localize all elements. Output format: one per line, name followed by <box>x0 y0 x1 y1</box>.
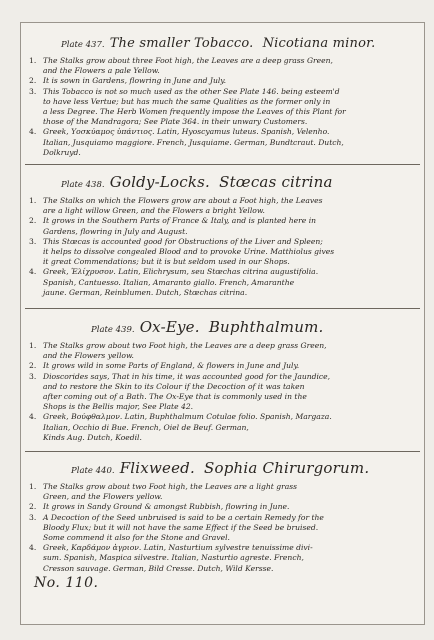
text-line <box>29 76 416 86</box>
line-text: The Stalks grow about two Foot high, the Leaves are a deep grass Green, <box>43 341 327 350</box>
line-text: It is sown in Gardens, flowring in June and July. <box>43 76 226 86</box>
entry-text <box>21 56 424 158</box>
common-name: Goldy-Locks. <box>109 173 210 191</box>
line-text: Dolkruyd. <box>43 147 81 157</box>
text-line <box>29 412 416 422</box>
latin-name: Sophia Chirurgorum. <box>204 459 370 477</box>
text-line <box>29 433 416 443</box>
line-number: 1. <box>29 341 37 350</box>
text-line <box>29 117 416 127</box>
line-text: it great Commendations; but it is but seldom used in our Shops. <box>43 257 290 267</box>
line-text: It grows in the Southern Parts of France & Italy, and is planted here in <box>43 216 317 226</box>
line-text: Greek, Καρδάμον ἀγριον. Latin, Nasturtium sylvestre tenuissime divi- <box>43 543 313 553</box>
line-text: Italian, Occhio di Bue. French, Oiel de Beuf. German, <box>43 422 249 432</box>
text-line <box>29 267 416 277</box>
line-text: The Stalks grow about three Foot high, the Leaves are a deep grass Green, <box>43 56 333 65</box>
text-line <box>29 341 416 351</box>
entry-goldy-locks <box>21 173 424 298</box>
line-number: 3. <box>29 512 37 522</box>
text-line <box>29 423 416 433</box>
line-number: 1. <box>29 482 37 491</box>
plate-number: Plate 439. <box>91 325 135 335</box>
line-number: 4. <box>29 412 37 422</box>
line-number: 4. <box>29 127 37 137</box>
line-number: 2. <box>29 216 37 226</box>
text-line <box>29 482 416 492</box>
line-text: Bloody Flux; but it will not have the same Effect if the Seed be bruised. <box>43 522 319 532</box>
entry-heading <box>21 33 424 54</box>
text-line <box>29 247 416 257</box>
line-text: Kinds Aug. Dutch, Koedil. <box>43 432 142 442</box>
line-text: The Stalks on which the Flowers grow are about a Foot high, the Leaves <box>43 196 323 205</box>
line-text: Some commend it also for the Stone and Gravel. <box>43 533 230 543</box>
text-line <box>29 492 416 502</box>
plate-number: Plate 437. <box>61 40 105 50</box>
line-text: Greek, Υοσκύαμος ὑπάντιος. Latin, Hyoscyamus luteus. Spanish, Velenho. <box>43 127 330 137</box>
text-line <box>29 56 416 66</box>
text-line <box>29 288 416 298</box>
text-line <box>29 392 416 402</box>
line-text: Italian, Jusquiamo maggiore. French, Jusquiame. German, Bundtcraut. Dutch, <box>43 137 344 147</box>
line-text: The Stalks grow about two Foot high, the Leaves are a light grass <box>43 482 298 491</box>
divider-rule <box>25 308 420 309</box>
line-text: Shops is the Bellis major, See Plate 42. <box>43 402 194 412</box>
latin-name: Stœcas citrina <box>219 173 333 191</box>
line-number: 2. <box>29 361 37 371</box>
line-text: a less Degree. The Herb Women frequently impose the Leaves of this Plant for <box>43 107 346 117</box>
line-number: 2. <box>29 76 37 86</box>
line-text: are a light willow Green, and the Flowers a bright Yellow. <box>43 206 265 216</box>
entry-heading <box>21 318 424 339</box>
line-text: to have less Vertue; but has much the same Qualities as the former only in <box>43 96 331 106</box>
page-frame <box>20 22 425 625</box>
line-text: it helps to dissolve congealed Blood and to provoke Urine. Matthiolus gives <box>43 247 335 257</box>
line-text: Green, and the Flowers yellow. <box>43 492 163 502</box>
text-line <box>29 502 416 512</box>
common-name: Ox-Eye. <box>139 318 200 336</box>
entry-flixweed <box>21 459 424 574</box>
text-line <box>29 216 416 226</box>
line-text: It grows in Sandy Ground & amongst Rubbish, flowring in June. <box>43 502 290 512</box>
text-line <box>29 66 416 76</box>
line-text: This Stœcas is accounted good for Obstructions of the Liver and Spleen; <box>43 236 323 246</box>
entry-ox-eye <box>21 318 424 443</box>
line-text: those of the Mandragora; See Plate 364. in their unwary Customers. <box>43 117 308 127</box>
line-number: 3. <box>29 371 37 381</box>
line-number: 3. <box>29 236 37 246</box>
text-line <box>29 196 416 206</box>
text-line <box>29 351 416 361</box>
common-name: Flixweed. <box>119 459 195 477</box>
text-line <box>29 278 416 288</box>
common-name: The smaller Tobacco. <box>109 36 254 51</box>
line-text: and to restore the Skin to its Colour if the Decoction of it was taken <box>43 381 305 391</box>
text-line <box>29 257 416 267</box>
line-number: 4. <box>29 543 37 553</box>
line-number: 1. <box>29 56 37 65</box>
text-line <box>29 97 416 107</box>
text-line <box>29 543 416 553</box>
text-line <box>29 513 416 523</box>
line-text: after coming out of a Bath. The Ox-Eye that is commonly used in the <box>43 392 307 402</box>
text-line <box>29 127 416 137</box>
line-number: 3. <box>29 86 37 96</box>
plate-number: Plate 440. <box>71 466 115 476</box>
divider-rule <box>25 451 420 452</box>
line-text: Spanish, Cantuesso. Italian, Amaranto giallo. French, Amaranthe <box>43 277 295 287</box>
text-line <box>29 533 416 543</box>
latin-name: Nicotiana minor. <box>262 36 376 51</box>
line-text: Greek, Βούφθαλμον. Latin, Buphthalmum Cotulae folio. Spanish, Margaza. <box>43 412 332 422</box>
entry-heading <box>21 173 424 194</box>
line-text: Dioscorides says, That in his time, it was accounted good for the Jaundice, <box>43 371 331 381</box>
line-number: 1. <box>29 196 37 205</box>
entry-text <box>21 341 424 443</box>
line-text: sum. Spanish, Maspica silvestre. Italian, Nasturtio agreste. French, <box>43 553 304 563</box>
page-number: No. 110. <box>34 575 99 591</box>
line-text: It grows wild in some Parts of England, & flowers in June and July. <box>43 361 300 371</box>
text-line <box>29 227 416 237</box>
line-text: Gardens, flowring in July and August. <box>43 226 188 236</box>
text-line <box>29 87 416 97</box>
text-line <box>29 402 416 412</box>
entry-text <box>21 482 424 574</box>
text-line <box>29 361 416 371</box>
text-line <box>29 382 416 392</box>
entry-smaller-tobacco <box>21 33 424 158</box>
entry-heading <box>21 459 424 480</box>
latin-name: Buphthalmum. <box>208 318 324 336</box>
plate-number: Plate 438. <box>61 180 105 190</box>
divider-rule <box>25 164 420 165</box>
text-line <box>29 148 416 158</box>
entry-text <box>21 196 424 298</box>
text-line <box>29 553 416 563</box>
line-text: This Tobacco is not so much used as the other See Plate 146. being esteem'd <box>43 86 340 96</box>
line-text: and the Flowers a pale Yellow. <box>43 66 160 76</box>
text-line <box>29 372 416 382</box>
line-number: 4. <box>29 267 37 277</box>
line-text: Cresson sauvage. German, Bild Cresse. Dutch, Wild Kersse. <box>43 563 274 573</box>
text-line <box>29 523 416 533</box>
text-line <box>29 237 416 247</box>
line-text: A Decoction of the Seed unbruised is said to be a certain Remedy for the <box>43 512 324 522</box>
text-line <box>29 107 416 117</box>
text-line <box>29 564 416 574</box>
line-text: and the Flowers yellow. <box>43 351 134 361</box>
text-line <box>29 138 416 148</box>
line-text: jaune. German, Reinblumen. Dutch, Stœchas citrina. <box>43 287 248 297</box>
line-text: Greek, Ἐλίχρυσον. Latin, Elichrysum, seu Stœchas citrina augustifolia. <box>43 267 319 277</box>
line-number: 2. <box>29 502 37 512</box>
text-line <box>29 206 416 216</box>
